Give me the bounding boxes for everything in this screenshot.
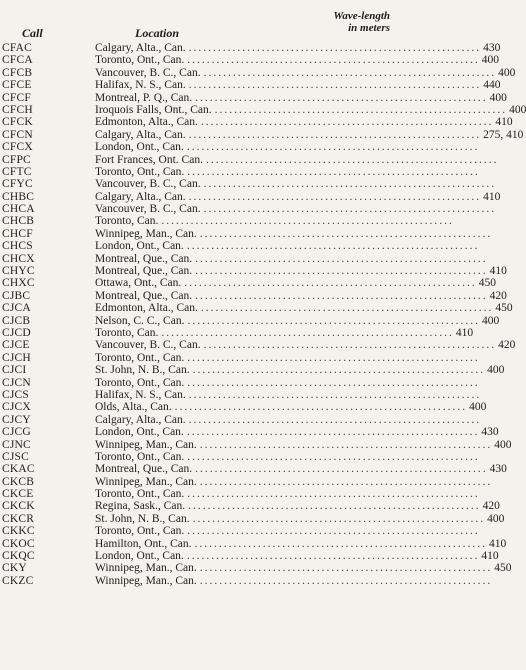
wavelength-value: 410	[489, 265, 507, 278]
table-row	[0, 190, 501, 203]
location-text: London, Ont., Can.	[95, 141, 184, 154]
dot-leader: ............................................................	[199, 475, 493, 488]
location-text: Toronto, Ont., Can.	[95, 376, 185, 389]
location-text: Winnipeg, Man., Can.	[95, 562, 197, 575]
wavelength-value: 420	[489, 289, 507, 302]
table-row	[0, 475, 493, 488]
call-sign: CJCS	[2, 388, 30, 401]
table-row	[0, 141, 480, 154]
location-cell	[95, 426, 499, 439]
location-text: Toronto, Can.	[95, 215, 159, 228]
dot-leader: ............................................................	[195, 252, 488, 265]
wavelength-value: 410	[483, 190, 501, 203]
location-cell	[95, 475, 493, 488]
table-row	[0, 438, 512, 451]
table-row	[0, 376, 480, 389]
location-text: Calgary, Alta., Can.	[95, 128, 186, 141]
table-row	[0, 488, 480, 501]
location-cell	[95, 165, 480, 178]
table-row	[0, 525, 480, 538]
dot-leader: ............................................................	[199, 438, 493, 451]
location-cell	[95, 562, 512, 575]
location-cell	[95, 488, 480, 501]
location-cell	[95, 178, 497, 191]
location-cell	[95, 537, 507, 550]
location-text: Calgary, Alta., Can.	[95, 42, 186, 54]
wavelength-value: 400	[481, 314, 500, 327]
wavelength-value: 430	[483, 42, 501, 54]
call-sign: CFCH	[2, 103, 33, 116]
location-text: Regina, Sask., Can.	[95, 500, 186, 513]
dot-leader: ............................................................	[214, 103, 508, 116]
wavelength-value: 400	[481, 54, 500, 67]
location-text: Winnipeg, Man., Can.	[95, 475, 197, 488]
call-sign: CKKC	[2, 525, 35, 538]
table-row	[0, 103, 526, 116]
location-cell	[95, 550, 499, 563]
dot-leader: ............................................................	[192, 512, 486, 525]
wavelength-value: 410	[488, 537, 507, 550]
location-text: Vancouver, B. C., Can.	[95, 66, 201, 79]
call-sign: CJCE	[2, 339, 30, 352]
location-text: Montreal, Que., Can.	[95, 463, 193, 476]
call-sign: CFTC	[2, 165, 32, 178]
dot-leader: ............................................................	[199, 562, 493, 575]
table-row	[0, 153, 499, 166]
dot-leader: ............................................................	[188, 388, 482, 401]
dot-leader: ............................................................	[195, 463, 488, 476]
location-cell	[95, 339, 516, 352]
location-text: Halifax, N. S., Can.	[95, 388, 186, 401]
location-cell	[95, 103, 526, 116]
location-text: London, Ont., Can.	[95, 426, 184, 439]
location-cell	[95, 401, 487, 414]
location-text: Montreal, Que., Can.	[95, 265, 193, 278]
dot-leader: ............................................................	[188, 42, 482, 54]
dot-leader: ............................................................	[187, 450, 480, 463]
dot-leader: ............................................................	[184, 277, 477, 290]
dot-leader: ............................................................	[188, 128, 482, 141]
call-sign: CFYC	[2, 178, 33, 191]
call-sign: CHCS	[2, 240, 33, 253]
location-cell	[95, 500, 500, 513]
table-row	[0, 79, 501, 92]
table-row	[0, 252, 488, 265]
dot-leader: ............................................................	[199, 227, 493, 240]
location-text: Edmonton, Alta., Can.	[95, 116, 198, 129]
wavelength-value: 430	[489, 463, 507, 476]
location-cell	[95, 525, 480, 538]
call-sign: CJCB	[2, 314, 31, 327]
location-cell	[95, 265, 507, 278]
location-text: Nelson, C. C., Can.	[95, 314, 185, 327]
wavelength-value: 410	[455, 326, 474, 339]
call-sign: CJCD	[2, 326, 31, 339]
location-cell	[95, 277, 496, 290]
location-text: Winnipeg, Man., Can.	[95, 227, 197, 240]
location-text: Toronto, Ont., Can.	[95, 488, 185, 501]
wavelength-value: 410	[495, 116, 513, 129]
location-cell	[95, 364, 505, 377]
wavelength-value: 430	[481, 426, 499, 439]
table-row	[0, 500, 500, 513]
call-sign: CKCR	[2, 512, 35, 525]
dot-leader: ............................................................	[186, 141, 480, 154]
location-text: Iroquois Falls, Ont., Can.	[95, 103, 212, 116]
dot-leader: ............................................................	[203, 339, 497, 352]
wavelength-value: 400	[509, 103, 526, 116]
wavelength-value: 450	[495, 302, 513, 315]
table-row	[0, 351, 480, 364]
call-sign: CKCB	[2, 475, 35, 488]
dot-leader: ............................................................	[188, 413, 482, 426]
table-row	[0, 413, 482, 426]
wavelength-value: 400	[487, 364, 505, 377]
location-cell	[95, 190, 501, 203]
call-sign: CJCH	[2, 351, 31, 364]
dot-leader: ............................................................	[203, 66, 497, 79]
wavelength-header-line1: Wave-length	[333, 10, 390, 22]
call-sign: CHYC	[2, 265, 35, 278]
table-row	[0, 450, 480, 463]
location-cell	[95, 450, 480, 463]
call-sign: CHCX	[2, 252, 35, 265]
wavelength-value: 400	[489, 91, 507, 104]
call-sign: CHCF	[2, 227, 33, 240]
table-row	[0, 562, 512, 575]
call-sign: CFCK	[2, 116, 33, 129]
location-text: London, Ont., Can.	[95, 550, 184, 563]
call-sign: CKAC	[2, 463, 35, 476]
location-cell	[95, 116, 513, 129]
wavelength-value: 400	[494, 438, 512, 451]
dot-leader: ............................................................	[187, 314, 480, 327]
wavelength-value: 420	[482, 500, 500, 513]
dot-leader: ............................................................	[200, 302, 494, 315]
location-cell	[95, 413, 482, 426]
table-row	[0, 203, 497, 216]
location-cell	[95, 302, 513, 315]
table-row	[0, 165, 480, 178]
call-sign: CFPC	[2, 153, 31, 166]
table-row	[0, 289, 507, 302]
location-text: Vancouver, B. C., Can.	[95, 339, 201, 352]
dot-leader: ............................................................	[161, 326, 454, 339]
dot-leader: ............................................................	[200, 116, 494, 129]
location-cell	[95, 227, 493, 240]
location-text: Toronto, Ont., Can.	[95, 165, 185, 178]
dot-leader: ............................................................	[187, 165, 480, 178]
call-sign: CJCN	[2, 376, 31, 389]
location-cell	[95, 314, 500, 327]
location-column-header: Location	[135, 26, 179, 40]
call-sign: CHCB	[2, 215, 35, 228]
location-text: Calgary, Alta., Can.	[95, 413, 186, 426]
table-row	[0, 537, 507, 550]
dot-leader: ............................................................	[187, 376, 480, 389]
call-sign: CFCN	[2, 128, 33, 141]
call-sign: CKY	[2, 562, 27, 575]
location-cell	[95, 66, 516, 79]
location-cell	[95, 463, 507, 476]
location-cell	[95, 438, 512, 451]
dot-leader: ............................................................	[188, 79, 482, 92]
location-text: St. John, N. B., Can.	[95, 364, 190, 377]
dot-leader: ............................................................	[205, 153, 499, 166]
location-cell	[95, 351, 480, 364]
location-text: Toronto, Ont., Can.	[95, 450, 185, 463]
call-sign: CKCE	[2, 488, 34, 501]
table-row	[0, 388, 482, 401]
table-row	[0, 339, 516, 352]
call-sign: CJCA	[2, 302, 31, 315]
dot-leader: ............................................................	[203, 178, 497, 191]
wavelength-column-header	[333, 10, 390, 34]
table-row	[0, 426, 499, 439]
location-text: St. John, N. B., Can.	[95, 512, 190, 525]
location-cell	[95, 240, 480, 253]
location-text: Montreal, Que., Can.	[95, 252, 193, 265]
location-text: Toronto, Ont., Can.	[95, 351, 185, 364]
wavelength-value: 400	[498, 66, 516, 79]
location-text: Ottawa, Ont., Can.	[95, 277, 182, 290]
call-sign: CKQC	[2, 550, 35, 563]
table-row	[0, 128, 524, 141]
station-rows	[0, 42, 526, 587]
table-row	[0, 116, 513, 129]
call-sign: CKOC	[2, 537, 35, 550]
location-text: Edmonton, Alta., Can.	[95, 302, 198, 315]
call-sign: CJCI	[2, 364, 27, 377]
dot-leader: ............................................................	[187, 351, 480, 364]
call-sign: CJNC	[2, 438, 31, 451]
table-row	[0, 364, 505, 377]
table-row	[0, 265, 507, 278]
table-row	[0, 215, 454, 228]
wavelength-value: 450	[478, 277, 496, 290]
dot-leader: ............................................................	[187, 525, 480, 538]
call-sign: CFCA	[2, 54, 33, 67]
dot-leader: ............................................................	[187, 54, 480, 67]
table-row	[0, 42, 501, 54]
location-text: Toronto, Can.	[95, 326, 159, 339]
location-text: Olds, Alta., Can.	[95, 401, 172, 414]
table-row	[0, 227, 493, 240]
call-sign: CFCB	[2, 66, 33, 79]
table-row	[0, 91, 507, 104]
location-cell	[95, 376, 480, 389]
call-sign: CJCX	[2, 401, 31, 414]
location-cell	[95, 215, 454, 228]
dot-leader: ............................................................	[192, 364, 486, 377]
wavelength-value: 400	[487, 512, 505, 525]
dot-leader: ............................................................	[188, 190, 482, 203]
wavelength-value: 420	[498, 339, 516, 352]
call-sign: CFCF	[2, 91, 31, 104]
dot-leader: ............................................................	[186, 240, 480, 253]
call-sign: CJCG	[2, 426, 31, 439]
location-text: Vancouver, B. C., Can.	[95, 203, 201, 216]
wavelength-header-line2: in meters	[348, 22, 390, 34]
location-cell	[95, 388, 482, 401]
table-row	[0, 54, 500, 67]
call-sign: CJSC	[2, 450, 30, 463]
location-text: Halifax, N. S., Can.	[95, 79, 186, 92]
dot-leader: ............................................................	[174, 401, 468, 414]
location-cell	[95, 79, 501, 92]
location-cell	[95, 512, 505, 525]
location-cell	[95, 54, 500, 67]
location-cell	[95, 91, 507, 104]
table-row	[0, 314, 500, 327]
table-row	[0, 512, 505, 525]
call-sign: CHCA	[2, 203, 35, 216]
location-cell	[95, 128, 524, 141]
location-text: Toronto, Ont., Can.	[95, 54, 185, 67]
location-text: London, Ont., Can.	[95, 240, 184, 253]
table-row	[0, 302, 513, 315]
table-row	[0, 277, 496, 290]
location-cell	[95, 326, 474, 339]
location-text: Fort Frances, Ont. Can.	[95, 153, 203, 166]
wavelength-value: 410	[481, 550, 499, 563]
table-row	[0, 401, 487, 414]
call-sign: CJCY	[2, 413, 31, 426]
location-text: Calgary, Alta., Can.	[95, 190, 186, 203]
wavelength-value: 440	[483, 79, 501, 92]
location-text: Hamilton, Ont., Can.	[95, 537, 192, 550]
dot-leader: ............................................................	[199, 574, 493, 587]
wavelength-value: 450	[494, 562, 512, 575]
dot-leader: ............................................................	[195, 265, 488, 278]
call-sign: CHXC	[2, 277, 35, 290]
location-text: Winnipeg, Man., Can.	[95, 574, 197, 587]
location-text: Toronto, Ont., Can.	[95, 525, 185, 538]
table-row	[0, 326, 474, 339]
location-cell	[95, 203, 497, 216]
table-row	[0, 178, 497, 191]
table-header	[0, 0, 400, 44]
table-row	[0, 574, 493, 587]
table-row	[0, 550, 499, 563]
table-row	[0, 66, 516, 79]
table-row	[0, 463, 507, 476]
dot-leader: ............................................................	[195, 289, 488, 302]
location-cell	[95, 574, 493, 587]
location-text: Montreal, Que., Can.	[95, 289, 193, 302]
call-sign: CKCK	[2, 500, 35, 513]
dot-leader: ............................................................	[194, 537, 487, 550]
location-cell	[95, 289, 507, 302]
dot-leader: ............................................................	[188, 500, 481, 513]
location-cell	[95, 42, 501, 54]
wavelength-value: 400	[469, 401, 487, 414]
dot-leader: ............................................................	[186, 426, 480, 439]
table-row	[0, 240, 480, 253]
call-sign: CKZC	[2, 574, 34, 587]
location-cell	[95, 153, 499, 166]
call-sign: CFCX	[2, 141, 33, 154]
call-sign: CFAC	[2, 42, 32, 54]
call-column-header: Call	[22, 26, 43, 40]
call-sign: CJBC	[2, 289, 31, 302]
location-text: Vancouver, B. C., Can.	[95, 178, 201, 191]
location-text: Winnipeg, Man., Can.	[95, 438, 197, 451]
wavelength-value: 275, 410	[483, 128, 524, 141]
call-sign: CFCE	[2, 79, 32, 92]
dot-leader: ............................................................	[203, 203, 497, 216]
call-sign: CHBC	[2, 190, 35, 203]
dot-leader: ............................................................	[195, 91, 488, 104]
location-cell	[95, 252, 488, 265]
location-cell	[95, 141, 480, 154]
dot-leader: ............................................................	[186, 550, 480, 563]
dot-leader: ............................................................	[187, 488, 480, 501]
dot-leader: ............................................................	[161, 215, 454, 228]
location-text: Montreal, P. Q., Can.	[95, 91, 193, 104]
